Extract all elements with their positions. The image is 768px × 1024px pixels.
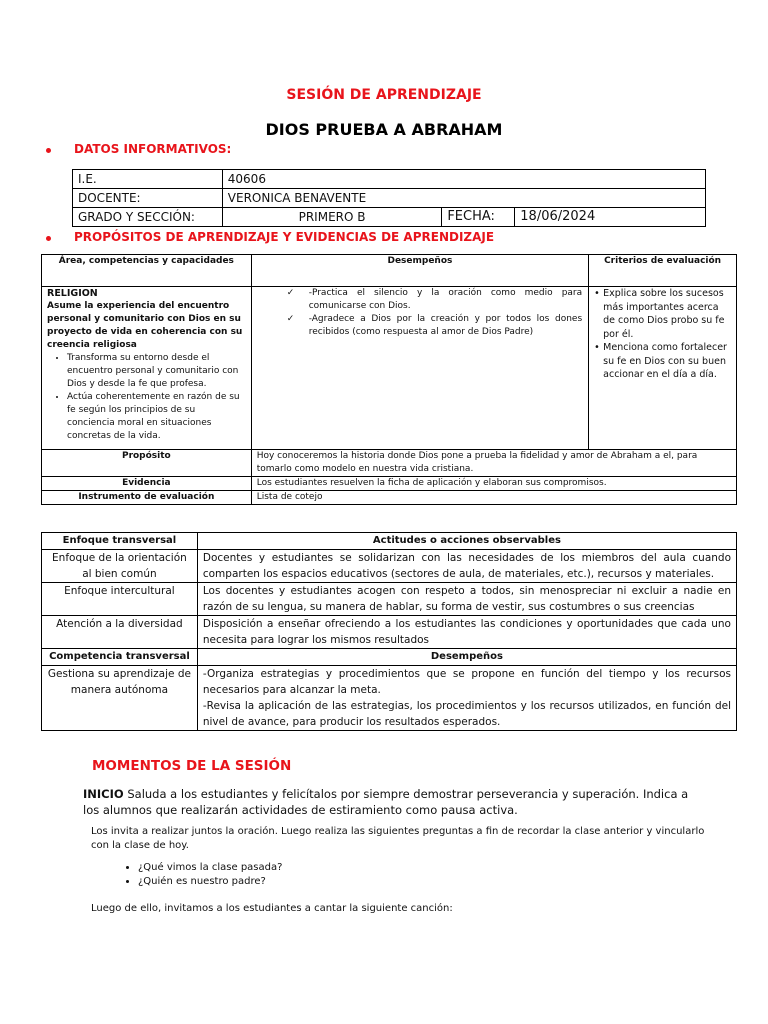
instrumento-value: Lista de cotejo [251,491,736,505]
desempeno-line: -Revisa la aplicación de las estrategias, los procedimientos y los recursos utilizados, en función del nivel de avance, para producir los resultados esperados. [202,700,731,728]
enfoque-name: Atención a la diversidad [42,616,198,649]
area-cell [42,287,252,450]
questions-list [116,861,538,889]
propositos-heading: PROPÓSITOS DE APRENDIZAJE Y EVIDENCIAS DE APRENDIZAJE [74,230,495,244]
fecha-value: 18/06/2024 [515,208,706,227]
ie-label: I.E. [73,170,223,189]
list-item: • Transforma su entorno desde el encuentro personal y comunitario con Dios y desde la fe que profesa. [67,352,246,391]
enfoque-text: Disposición a enseñar ofreciendo a los estudiantes las condiciones y oportunidades que cada uno necesita para lograr los mismos resultados [197,616,736,649]
col-area-header: Área, competencias y capacidades [42,255,252,287]
enfoques-table [41,532,737,731]
enfoque-text: Docentes y estudiantes se solidarizan con las necesidades de los miembros del aula cuando comparten los espacios educativos (sectores de aula, de materiales, etc.), recursos y materiales. [197,550,736,583]
criterios-cell [589,287,737,450]
competencia-name: Gestiona su aprendizaje de manera autónoma [42,666,198,731]
inicio-paragraph [83,786,703,818]
list-item: ✓ -Agradece a Dios por la creación y por todos los dones recibidos (como respuesta al amor de Dios Padre) [309,313,582,339]
fecha-label: FECHA: [442,208,515,227]
criterios-list [594,287,731,382]
bullet-icon [46,148,51,153]
evidencia-label: Evidencia [42,477,252,491]
col-desempenos-header: Desempeños [251,255,588,287]
session-title: SESIÓN DE APRENDIZAJE [286,87,482,103]
desempenos-cell [251,287,588,450]
inicio-text: Saluda a los estudiantes y felicítalos por siempre demostrar perseverancia y superación. Indica a los alumnos que realizarán actividades de estiramiento como pausa activa. [83,787,689,817]
enfoque-name: Enfoque de la orientación al bien común [42,550,198,583]
ie-value: 40606 [222,170,705,189]
datos-table [72,169,706,227]
docente-value: VERONICA BENAVENTE [222,189,705,208]
list-item: • ¿Quién es nuestro padre? [138,875,538,889]
enfoque-name: Enfoque intercultural [42,583,198,616]
grado-label: GRADO Y SECCIÓN: [73,208,223,227]
col-actitudes-header: Actitudes o acciones observables [197,533,736,550]
grado-value: PRIMERO B [222,208,442,227]
cancion-paragraph: Luego de ello, invitamos a los estudiantes a cantar la siguiente canción: [91,903,453,914]
area-title: RELIGION [47,288,98,299]
area-competencia: Asume la experiencia del encuentro personal y comunitario con Dios en su proyecto de vida en coherencia con su creencia religiosa [47,301,243,350]
list-item: ✓ -Practica el silencio y la oración como medio para comunicarse con Dios. [309,287,582,313]
col-criterios-header: Criterios de evaluación [589,255,737,287]
momentos-heading: MOMENTOS DE LA SESIÓN [92,758,292,774]
capacidades-list [47,352,246,443]
docente-label: DOCENTE: [73,189,223,208]
session-subtitle: DIOS PRUEBA A ABRAHAM [265,120,503,139]
propositos-table [41,254,737,505]
list-item: • Actúa coherentemente en razón de su fe según los principios de su conciencia moral en situaciones concretas de la vida. [67,391,246,443]
col-comp-desempenos-header: Desempeños [197,649,736,666]
inicio-label: INICIO [83,787,124,801]
evidencia-value: Los estudiantes resuelven la ficha de aplicación y elaboran sus compromisos. [251,477,736,491]
instrumento-label: Instrumento de evaluación [42,491,252,505]
list-item: • Menciona como fortalecer su fe en Dios con su buen accionar en el día a día. [594,341,731,382]
datos-heading: DATOS INFORMATIVOS: [74,142,232,156]
list-item: • ¿Qué vimos la clase pasada? [138,861,538,875]
bullet-icon [46,236,51,241]
list-item: • Explica sobre los sucesos más importantes acerca de como Dios probo su fe por él. [594,287,731,341]
proposito-value: Hoy conoceremos la historia donde Dios pone a prueba la fidelidad y amor de Abraham a el, para tomarlo como modelo en nuestra vida cristiana. [251,450,736,477]
col-enfoque-header: Enfoque transversal [42,533,198,550]
oracion-paragraph: Los invita a realizar juntos la oración. Luego realiza las siguientes preguntas a fin de recordar la clase anterior y vincularlo con la clase de hoy. [91,826,705,851]
competencia-desempenos [197,666,736,731]
desempenos-list [257,287,582,339]
desempeno-line: -Organiza estrategias y procedimientos que se propone en función del tiempo y los recursos necesarios para alcanzar la meta. [202,668,731,696]
col-competencia-header: Competencia transversal [42,649,198,666]
proposito-label: Propósito [42,450,252,477]
enfoque-text: Los docentes y estudiantes acogen con respeto a todos, sin menospreciar ni excluir a nadie en razón de su lengua, su manera de hablar, su forma de vestir, sus costumbres o sus creencias [197,583,736,616]
